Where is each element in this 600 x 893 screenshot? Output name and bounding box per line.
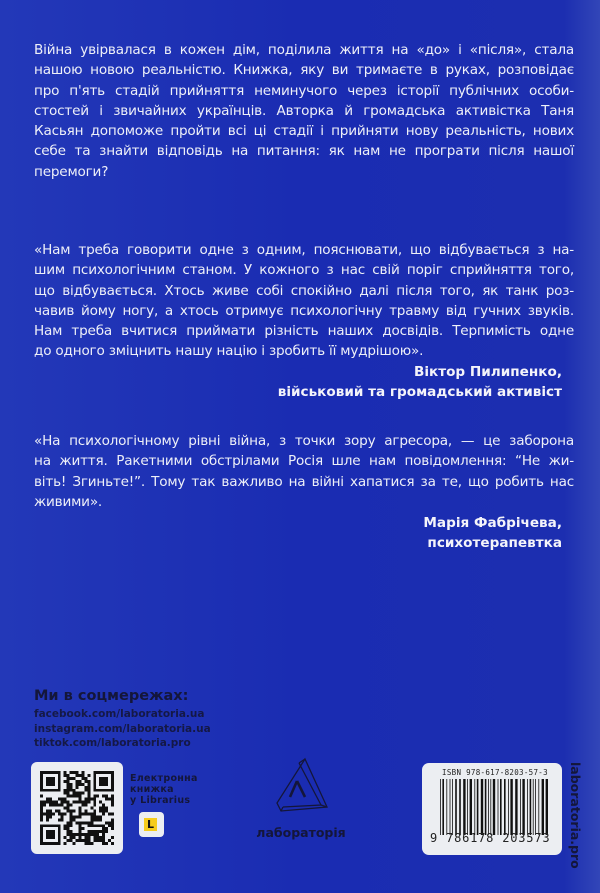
isbn-barcode: [422, 763, 562, 855]
quote-author: Віктор Пилипенко,: [413, 364, 562, 380]
isbn-digits: 9 786178 203573: [430, 831, 551, 845]
triangle-logo-icon: [269, 755, 333, 819]
ebook-line: книжка: [130, 784, 174, 795]
blurb-line: стостей і звичайних українців. Авторка й громадська активістка Таня: [34, 102, 574, 119]
quote-line: живими».: [34, 493, 103, 510]
social-title: Ми в соцмережах:: [34, 688, 189, 704]
publisher-logo: [256, 755, 346, 840]
quote-line: на життя. Ракетними обстрілами Росія шле нам повідомлення: “Не жи-: [34, 453, 574, 470]
qr-code[interactable]: [31, 762, 123, 854]
blurb-line: про п'ять стадій прийняття неминучого через історії публічних особи-: [34, 82, 574, 99]
blurb-line: Касьян допоможе пройти всі ці стадії і прийняти нову реальність, нових: [34, 123, 574, 140]
barcode-bars: [440, 779, 552, 835]
quote-line: «На психологічному рівні війна, з точки зору агресора, — це заборона: [34, 433, 574, 449]
ebook-line: Електронна: [130, 773, 198, 784]
ebook-label: [130, 773, 198, 806]
quote-line: Нам треба вчитися приймати різність наших досвідів. Терпимість одне: [34, 323, 574, 340]
quote-author-role: психотерапевтка: [427, 535, 562, 551]
quote-1: [34, 240, 574, 362]
blurb-line: нашою новою реальністю. Книжка, яку ви тримаєте в руках, розповідає: [34, 62, 574, 79]
quote-2: [34, 431, 574, 512]
blurb: [34, 40, 574, 182]
instagram-link[interactable]: instagram.com/laboratoria.ua: [34, 722, 211, 735]
blurb-line: себе та знайти відповідь на питання: як нам не програти після нашої: [34, 143, 574, 160]
quote-line: віть! Згиньте!”. Тому так важливо на війні хапатися за те, що робить нас: [34, 473, 574, 490]
quote-line: що відбувається. Хтось живе собі спокійно далі після того, як танк роз-: [34, 282, 574, 299]
quote-line: «Нам треба говорити одне з одним, пояснювати, що відбувається з на-: [34, 242, 574, 258]
tiktok-link[interactable]: tiktok.com/laboratoria.pro: [34, 737, 191, 749]
facebook-link[interactable]: facebook.com/laboratoria.ua: [34, 708, 205, 720]
librarius-badge: L: [144, 818, 157, 831]
website-text[interactable]: laboratoria.pro: [568, 762, 583, 869]
quote-line: до одного зміцнить нашу націю і зробить її мудрішою».: [34, 343, 424, 360]
quote-2-attribution: [423, 513, 562, 553]
quote-author: Марія Фабрічева,: [423, 515, 562, 531]
librarius-icon: [139, 812, 164, 837]
publisher-name: лабораторія: [256, 825, 346, 840]
isbn-label: ISBN 978-617-8203-57-3: [442, 768, 548, 777]
blurb-line: перемоги?: [34, 163, 109, 180]
quote-1-attribution: [278, 362, 562, 402]
blurb-line: Війна увірвалася в кожен дім, поділила життя на «до» і «після», стала: [34, 42, 574, 58]
quote-line: чавив йому ногу, а хтось отримує психологічну травму від гучних звуків.: [34, 302, 574, 319]
social-links: [34, 688, 211, 751]
ebook-line: у Librarius: [130, 795, 191, 806]
quote-line: шим психологічним станом. У кожного з нас свій поріг сприйняття того,: [34, 262, 574, 279]
quote-author-role: військовий та громадський активіст: [277, 384, 562, 400]
